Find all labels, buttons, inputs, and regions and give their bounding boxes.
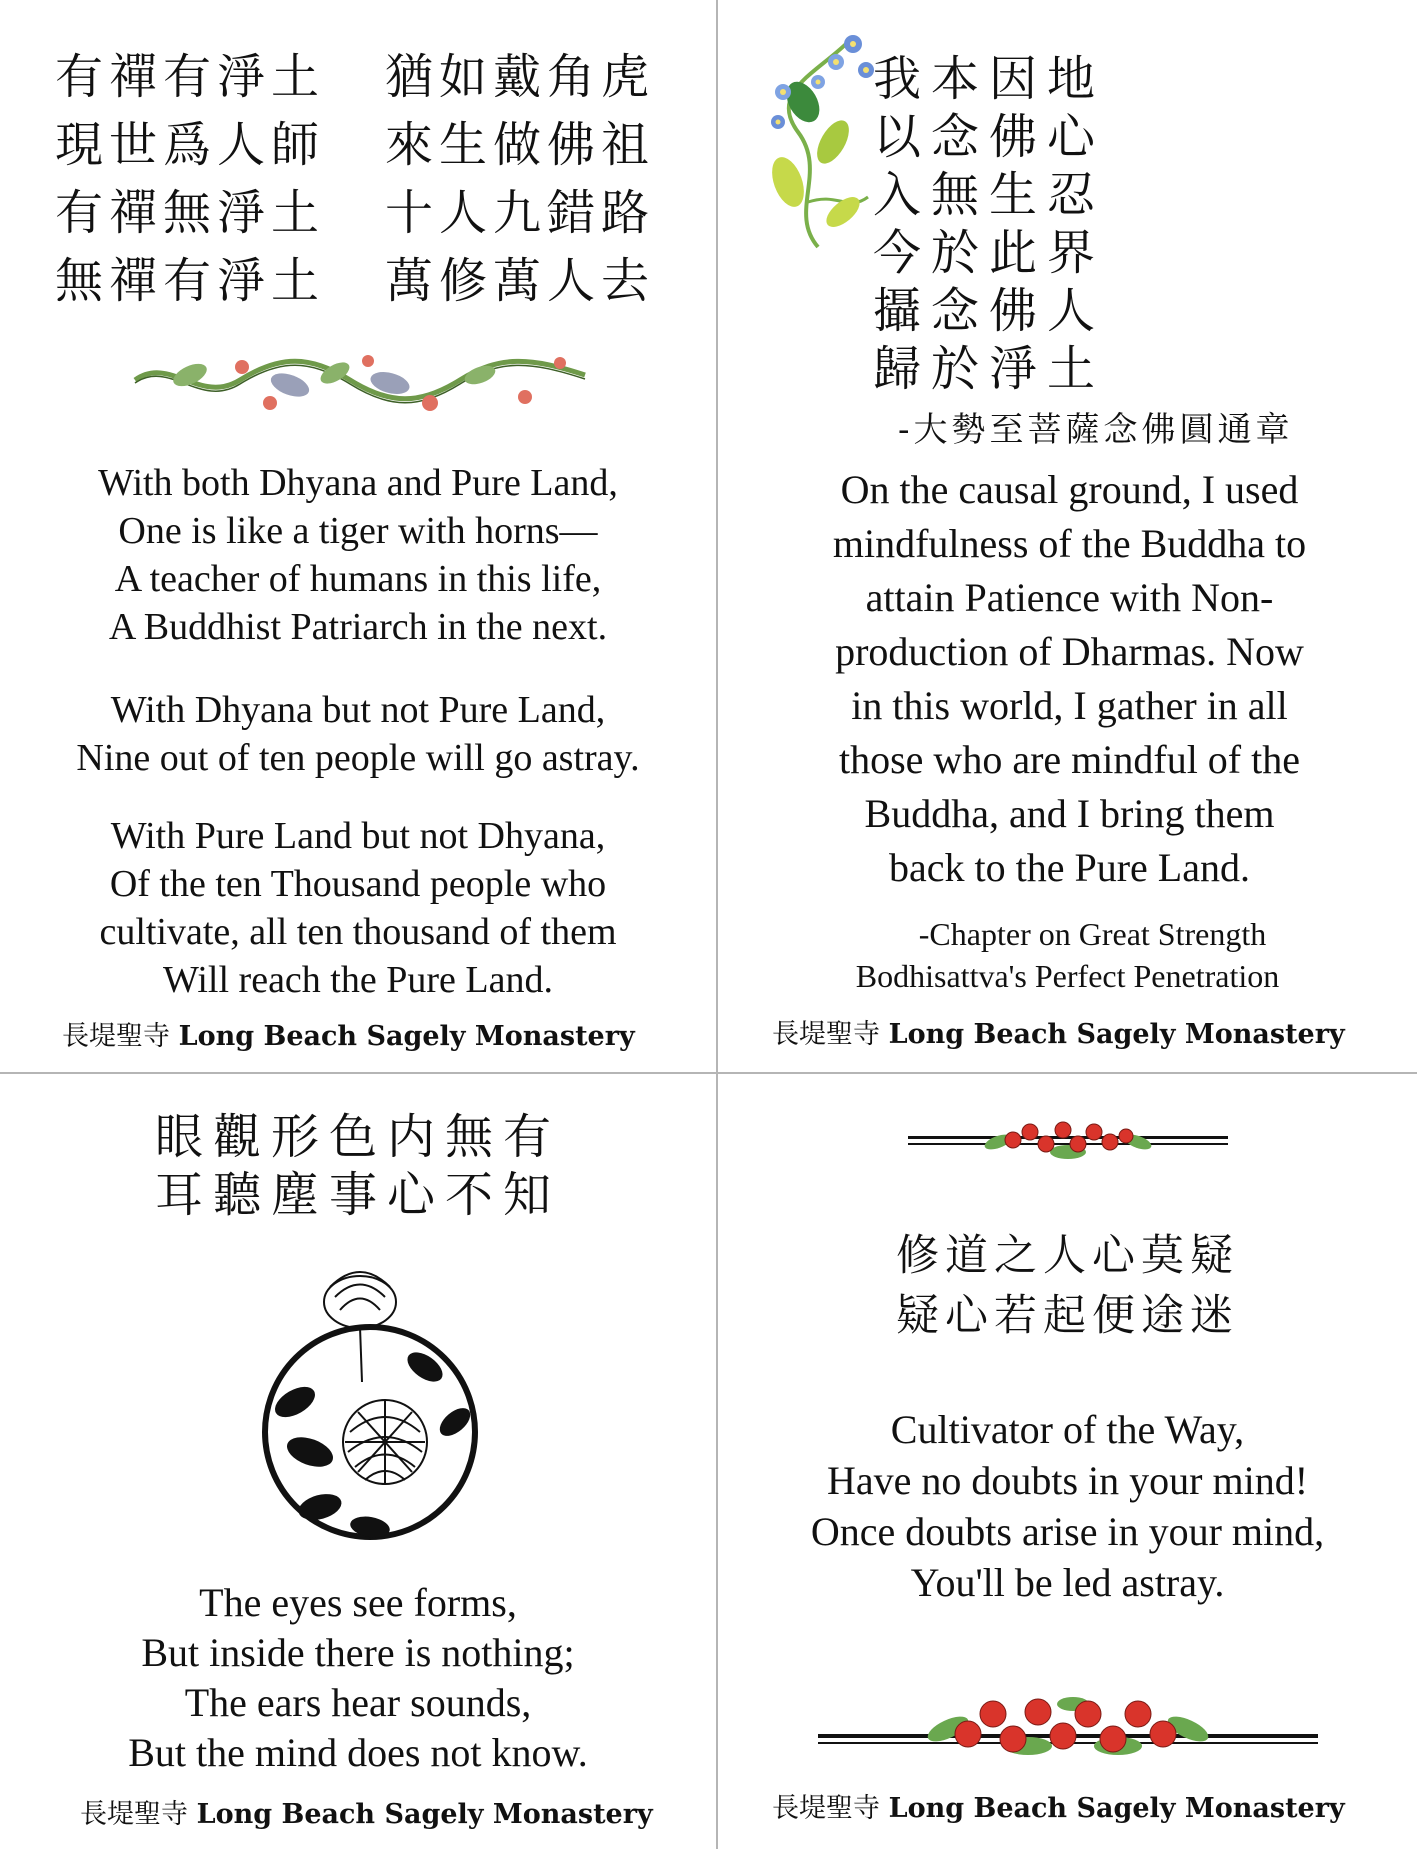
chinese-verse [0,1108,716,1224]
poem-row [55,242,675,310]
flowering-vine-illustration [758,22,878,252]
footer-cjk: 長堤聖寺 [772,1019,880,1050]
card-great-strength [718,0,1417,1072]
verse-line: 耳聽塵事心不知 [154,1167,561,1223]
monastery-footer [80,1792,653,1831]
footer-english: Long Beach Sagely Monastery [178,1021,635,1052]
poem-line: 無禪有淨土 [55,252,326,309]
english-attribution [718,913,1417,997]
translation-line: Cultivator of the Way, [890,1407,1245,1452]
chinese-poem [55,38,675,310]
stanza-line: A Buddhist Patriarch in the next. [108,606,608,648]
verse-line: 今於此界 [873,225,1106,281]
monastery-footer [772,1012,1345,1051]
poem-line: 十人九錯路 [385,184,656,241]
stanza-line: With Pure Land but not Dhyana, [110,815,606,857]
english-stanza-3 [0,812,716,1004]
english-stanza-2 [0,686,716,782]
card-no-doubts [718,1074,1417,1849]
verse-line: 入無生忍 [873,167,1106,223]
chinese-verse [873,50,1105,398]
attribution-line: -Chapter on Great Strength [918,916,1267,952]
footer-cjk: 長堤聖寺 [62,1021,170,1052]
translation-line: production of Dharmas. Now [835,629,1304,674]
poem-line: 現世爲人師 [55,116,326,173]
poem-row [55,174,675,242]
stanza-line: Will reach the Pure Land. [163,959,553,1001]
footer-english: Long Beach Sagely Monastery [888,1793,1345,1824]
poem-row [55,38,675,106]
monastery-footer [62,1014,635,1053]
attribution-line: Bodhisattva's Perfect Penetration [855,958,1280,994]
stanza-line: cultivate, all ten thousand of them [99,911,617,953]
card-eyes-see-forms [0,1074,716,1849]
english-translation [722,463,1417,895]
stanza-line: With both Dhyana and Pure Land, [98,462,618,504]
translation-line: But the mind does not know. [128,1730,588,1775]
footer-english: Long Beach Sagely Monastery [888,1019,1345,1050]
translation-line: Once doubts arise in your mind, [810,1509,1325,1554]
chrysanthemum-illustration [250,1252,490,1562]
stanza-line: A teacher of humans in this life, [114,558,602,600]
translation-line: back to the Pure Land. [889,845,1250,890]
translation-line: The eyes see forms, [199,1580,517,1625]
english-translation [0,1578,716,1778]
translation-line: attain Patience with Non- [865,575,1274,620]
poem-line: 來生做佛祖 [385,116,656,173]
translation-line: those who are mindful of the [839,737,1300,782]
verse-line: 我本因地 [873,51,1106,107]
verse-line: 疑心若起便途迷 [896,1291,1239,1341]
chinese-source: -大勢至菩薩念佛圓通章 [898,410,1294,450]
verse-line: 眼觀形色内無有 [154,1109,561,1165]
stanza-line: Of the ten Thousand people who [109,863,607,905]
vine-ornament [130,345,590,415]
poem-line: 有禪無淨土 [55,184,326,241]
translation-line: The ears hear sounds, [184,1680,532,1725]
berry-divider-top [908,1114,1228,1164]
translation-line: On the causal ground, I used [840,467,1299,512]
stanza-line: With Dhyana but not Pure Land, [110,689,606,731]
translation-line: But inside there is nothing; [141,1630,575,1675]
monastery-footer [772,1786,1345,1825]
poem-row [55,106,675,174]
berry-divider-bottom [818,1684,1318,1764]
english-stanza-1 [0,459,716,651]
verse-line: 以念佛心 [873,109,1106,165]
chinese-verse [718,1226,1417,1346]
translation-line: in this world, I gather in all [851,683,1288,728]
translation-line: You'll be led astray. [910,1560,1225,1605]
translation-line: Have no doubts in your mind! [826,1458,1309,1503]
verse-line: 修道之人心莫疑 [896,1231,1239,1281]
verse-line: 攝念佛人 [873,283,1106,339]
verse-line: 歸於淨土 [873,341,1106,397]
footer-cjk: 長堤聖寺 [80,1799,188,1830]
stanza-line: Nine out of ten people will go astray. [76,737,640,779]
footer-cjk: 長堤聖寺 [772,1793,880,1824]
poem-line: 猶如戴角虎 [385,48,656,105]
stanza-line: One is like a tiger with horns— [118,510,598,552]
poem-line: 萬修萬人去 [385,252,656,309]
poem-line: 有禪有淨土 [55,48,326,105]
english-translation [718,1404,1417,1608]
footer-english: Long Beach Sagely Monastery [196,1799,653,1830]
card-dhyana-pure-land [0,0,716,1072]
translation-line: Buddha, and I bring them [864,791,1275,836]
translation-line: mindfulness of the Buddha to [832,521,1307,566]
